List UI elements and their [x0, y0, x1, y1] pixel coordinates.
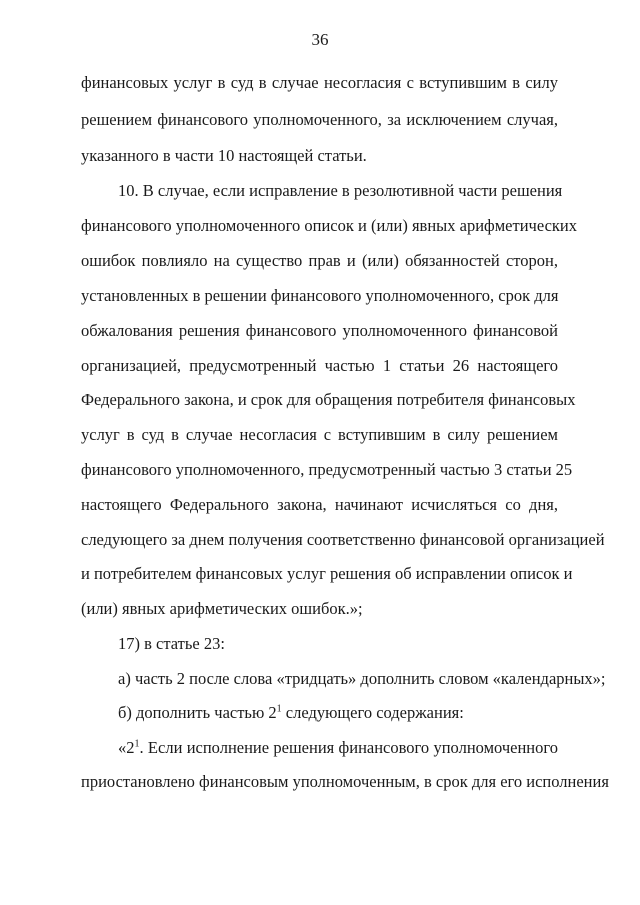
- text-line: приостановлено финансовым уполномоченным, в срок для его исполнения: [81, 772, 609, 791]
- text-line: указанного в части 10 настоящей статьи.: [81, 146, 367, 165]
- text-line: настоящего Федерального закона, начинают исчисляться со дня,: [81, 495, 558, 514]
- text-line: следующего за днем получения соответственно финансовой организацией: [81, 530, 605, 549]
- text-line: ошибок повлияло на существо прав и (или) обязанностей сторон,: [81, 251, 558, 270]
- paragraph-10-first-line: 10. В случае, если исправление в резолютивной части решения: [118, 181, 563, 200]
- text-line: и потребителем финансовых услуг решения об исправлении описок и: [81, 564, 573, 583]
- quote-start: «2: [118, 738, 135, 757]
- superscript: 1: [134, 738, 140, 750]
- text-line: финансового уполномоченного, предусмотренный частью 3 статьи 25: [81, 460, 573, 479]
- item-a: а) часть 2 после слова «тридцать» дополнить словом «календарных»;: [118, 669, 606, 688]
- text-line: финансовых услуг в суд в случае несогласия с вступившим в силу: [81, 73, 558, 92]
- text-line: организацией, предусмотренный частью 1 статьи 26 настоящего: [81, 356, 558, 375]
- item-b-text: б) дополнить частью 2: [118, 703, 277, 722]
- text-line: услуг в суд в случае несогласия с вступившим в силу решением: [81, 425, 558, 444]
- quote-paragraph-first-line: [118, 738, 558, 758]
- text-line: установленных в решении финансового уполномоченного, срок для: [81, 286, 559, 305]
- item-b-text-end: следующего содержания:: [281, 703, 464, 722]
- text-line: Федерального закона, и срок для обращения потребителя финансовых: [81, 390, 576, 409]
- item-b: [118, 703, 558, 723]
- superscript: 1: [276, 703, 282, 715]
- text-line: (или) явных арифметических ошибок.»;: [81, 599, 363, 618]
- quote-text: . Если исполнение решения финансового уполномоченного: [139, 738, 558, 757]
- text-line: решением финансового уполномоченного, за исключением случая,: [81, 110, 558, 129]
- text-line: финансового уполномоченного описок и (или) явных арифметических: [81, 216, 577, 235]
- page-number: 36: [311, 30, 329, 49]
- item-17-heading: 17) в статье 23:: [118, 634, 225, 653]
- text-line: обжалования решения финансового уполномоченного финансовой: [81, 321, 558, 340]
